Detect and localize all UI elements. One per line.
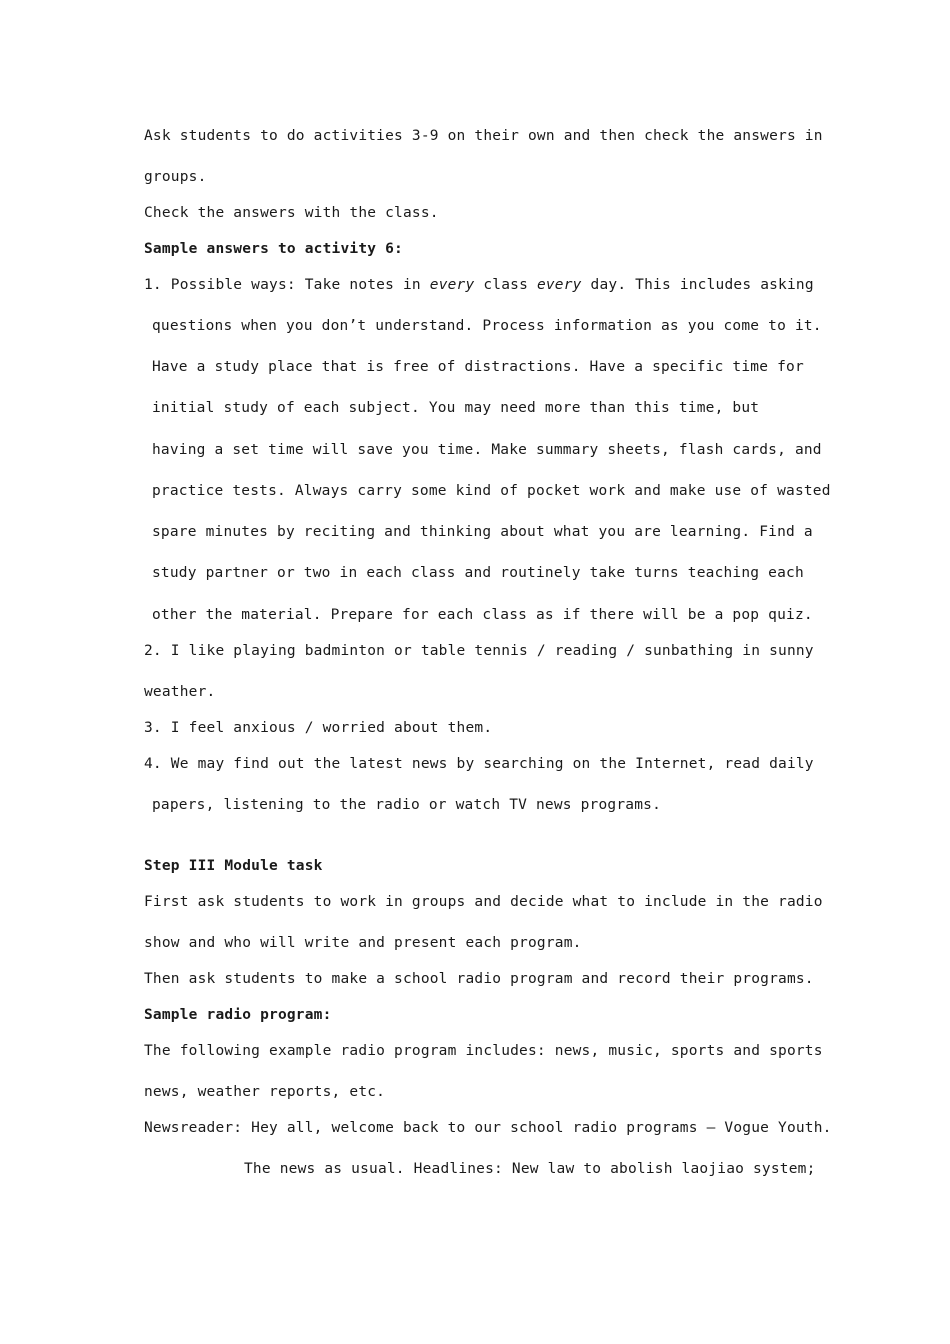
answer2-line-1: 2. I like playing badminton or table tennis / reading / sunbathing in sunny: [144, 643, 814, 659]
answer1-mid: class: [474, 277, 537, 293]
step3-para1-line-2: show and who will write and present each program.: [144, 935, 582, 951]
activity6-heading: Sample answers to activity 6:: [144, 241, 403, 257]
sample-radio-heading: Sample radio program:: [144, 1007, 332, 1023]
answer1-every-1: every: [429, 277, 475, 293]
answer1-line-2: questions when you don’t understand. Process information as you come to it.: [152, 318, 822, 334]
answer4-line-1: 4. We may find out the latest news by searching on the Internet, read daily: [144, 756, 814, 772]
answer1-line-4: initial study of each subject. You may need more than this time, but: [152, 400, 760, 416]
answer1-lead: 1. Possible ways: Take notes in: [144, 277, 430, 293]
step3-para2: Then ask students to make a school radio program and record their programs.: [144, 971, 814, 987]
answer1-line-7: spare minutes by reciting and thinking about what you are learning. Find a: [152, 524, 813, 540]
answer4-line-2: papers, listening to the radio or watch TV news programs.: [152, 797, 661, 813]
answer1-line-5: having a set time will save you time. Make summary sheets, flash cards, and: [152, 442, 822, 458]
answer1-line-8: study partner or two in each class and routinely take turns teaching each: [152, 565, 804, 581]
answer1-line-9: other the material. Prepare for each class as if there will be a pop quiz.: [152, 607, 813, 623]
answer1-every-2: every: [536, 277, 582, 293]
intro-line-1: Ask students to do activities 3-9 on their own and then check the answers in: [144, 128, 823, 144]
answer3-line: 3. I feel anxious / worried about them.: [144, 720, 493, 736]
answer2-line-2: weather.: [144, 684, 216, 700]
step3-heading: Step III Module task: [144, 858, 323, 874]
newsreader-line-1: Newsreader: Hey all, welcome back to our school radio programs – Vogue Youth.: [144, 1120, 832, 1136]
step3-para1-line-1: First ask students to work in groups and decide what to include in the radio: [144, 894, 823, 910]
answer1-tail: day. This includes asking: [581, 277, 814, 293]
answer1-line-3: Have a study place that is free of distractions. Have a specific time for: [152, 359, 804, 375]
answer1-line-1: [144, 277, 814, 293]
intro-line-2: groups.: [144, 169, 207, 185]
check-answers-line: Check the answers with the class.: [144, 205, 439, 221]
step3-para3-line-2: news, weather reports, etc.: [144, 1084, 386, 1100]
step3-para3-line-1: The following example radio program includes: news, music, sports and sports: [144, 1043, 823, 1059]
answer1-line-6: practice tests. Always carry some kind of pocket work and make use of wasted: [152, 483, 831, 499]
newsreader-line-2: The news as usual. Headlines: New law to abolish laojiao system;: [244, 1161, 816, 1177]
